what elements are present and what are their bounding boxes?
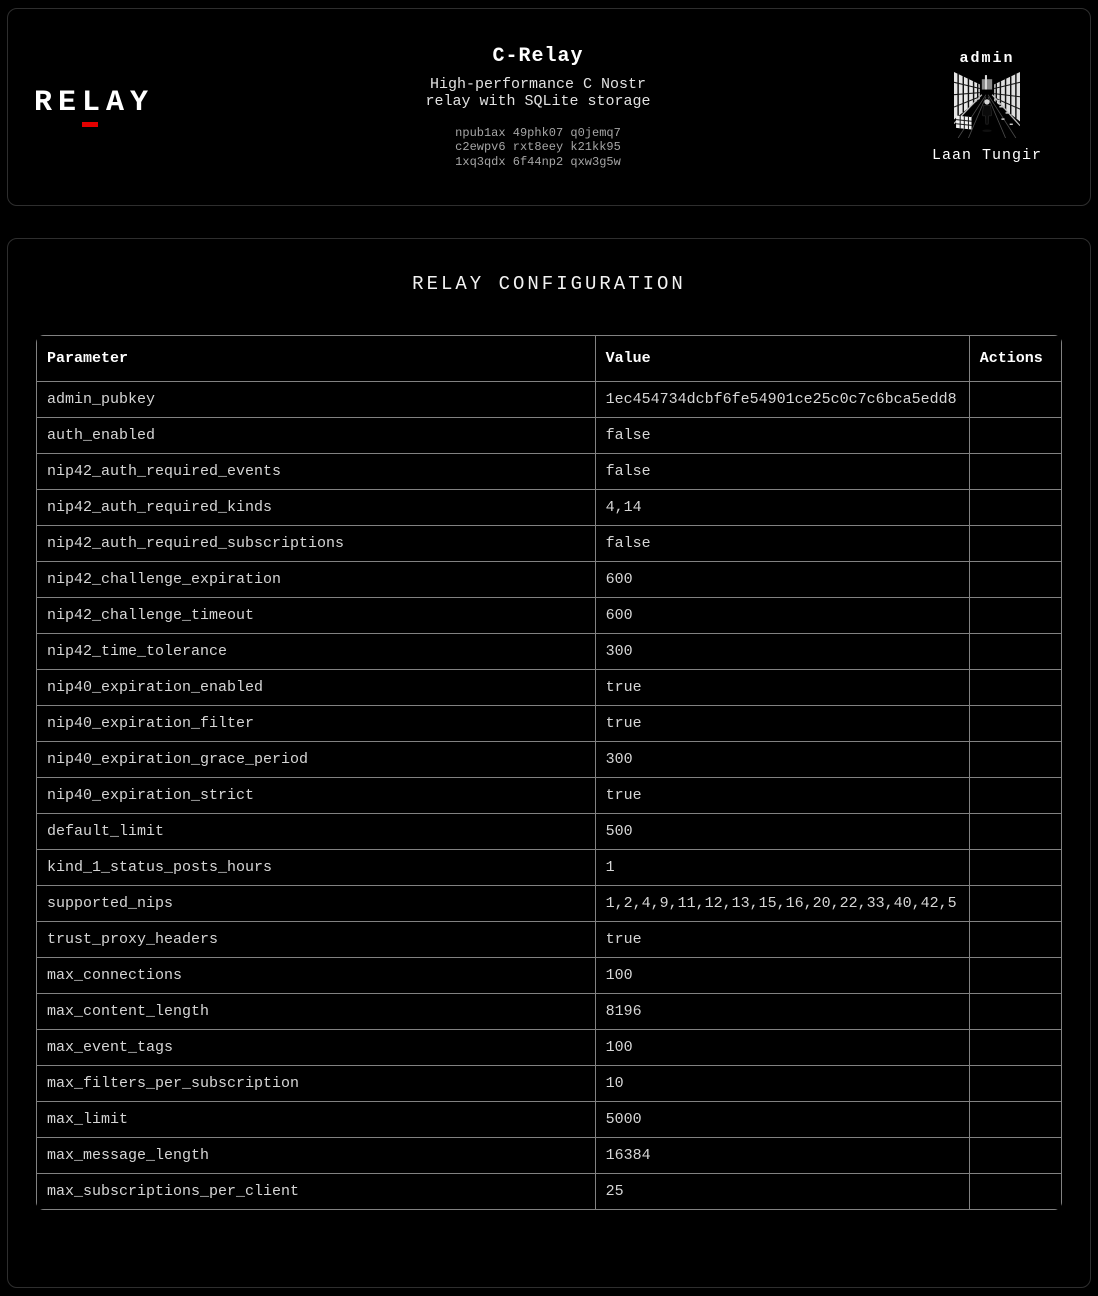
relay-logo-accent-bar: [82, 122, 98, 127]
actions-cell: [969, 670, 1061, 706]
value-cell: true: [595, 778, 969, 814]
actions-cell: [969, 1066, 1061, 1102]
actions-cell: [969, 778, 1061, 814]
table-row: [37, 598, 1062, 634]
param-cell: nip42_challenge_timeout: [37, 598, 596, 634]
value-cell: true: [595, 922, 969, 958]
value-cell: 100: [595, 958, 969, 994]
relay-title: C-Relay: [492, 44, 584, 68]
table-row: [37, 562, 1062, 598]
actions-cell: [969, 562, 1061, 598]
value-cell: 600: [595, 562, 969, 598]
actions-cell: [969, 1102, 1061, 1138]
table-row: [37, 1174, 1062, 1210]
value-cell: false: [595, 418, 969, 454]
value-cell: 500: [595, 814, 969, 850]
param-cell: max_subscriptions_per_client: [37, 1174, 596, 1210]
param-cell: max_limit: [37, 1102, 596, 1138]
param-cell: nip40_expiration_enabled: [37, 670, 596, 706]
admin-name: Laan Tungir: [931, 147, 1042, 164]
param-cell: supported_nips: [37, 886, 596, 922]
value-cell: 10: [595, 1066, 969, 1102]
table-header-row: [37, 336, 1062, 382]
relay-npub: [413, 126, 663, 170]
param-cell: nip40_expiration_strict: [37, 778, 596, 814]
value-cell: true: [595, 706, 969, 742]
actions-cell: [969, 598, 1061, 634]
actions-cell: [969, 1030, 1061, 1066]
param-cell: nip42_auth_required_kinds: [37, 490, 596, 526]
relay-logo: [34, 85, 413, 127]
table-row: [37, 526, 1062, 562]
col-header-parameter: Parameter: [37, 336, 596, 382]
param-cell: admin_pubkey: [37, 382, 596, 418]
actions-cell: [969, 1174, 1061, 1210]
table-row: [37, 454, 1062, 490]
header-right: [663, 50, 1064, 164]
param-cell: max_event_tags: [37, 1030, 596, 1066]
value-cell: 300: [595, 742, 969, 778]
relay-info: [413, 45, 663, 170]
relay-logo-text: RELAY: [34, 85, 155, 120]
table-row: [37, 850, 1062, 886]
param-cell: max_connections: [37, 958, 596, 994]
table-row: [37, 1138, 1062, 1174]
table-row: [37, 778, 1062, 814]
table-row: [37, 1066, 1062, 1102]
param-cell: max_filters_per_subscription: [37, 1066, 596, 1102]
admin-label: admin: [959, 50, 1015, 67]
value-cell: 300: [595, 634, 969, 670]
admin-avatar: [954, 72, 1020, 138]
admin-avatar-image: [954, 72, 1020, 138]
table-row: [37, 1030, 1062, 1066]
header-left: [34, 85, 413, 127]
param-cell: nip40_expiration_grace_period: [37, 742, 596, 778]
table-row: [37, 922, 1062, 958]
header: [7, 8, 1091, 206]
param-cell: nip42_auth_required_events: [37, 454, 596, 490]
actions-cell: [969, 382, 1061, 418]
table-row: [37, 634, 1062, 670]
table-row: [37, 1102, 1062, 1138]
config-parameters-table: [36, 335, 1062, 1210]
table-row: [37, 886, 1062, 922]
table-row: [37, 382, 1062, 418]
value-cell: false: [595, 454, 969, 490]
actions-cell: [969, 490, 1061, 526]
param-cell: nip42_time_tolerance: [37, 634, 596, 670]
param-cell: kind_1_status_posts_hours: [37, 850, 596, 886]
value-cell: 16384: [595, 1138, 969, 1174]
col-header-actions: Actions: [969, 336, 1061, 382]
actions-cell: [969, 958, 1061, 994]
actions-cell: [969, 526, 1061, 562]
param-cell: nip40_expiration_filter: [37, 706, 596, 742]
param-cell: nip42_challenge_expiration: [37, 562, 596, 598]
actions-cell: [969, 418, 1061, 454]
param-cell: auth_enabled: [37, 418, 596, 454]
actions-cell: [969, 922, 1061, 958]
actions-cell: [969, 886, 1061, 922]
param-cell: trust_proxy_headers: [37, 922, 596, 958]
value-cell: 1,2,4,9,11,12,13,15,16,20,22,33,40,42,5: [595, 886, 969, 922]
param-cell: default_limit: [37, 814, 596, 850]
param-cell: nip42_auth_required_subscriptions: [37, 526, 596, 562]
value-cell: 1: [595, 850, 969, 886]
npub-line: npub1ax 49phk07 q0jemq7: [455, 125, 621, 140]
config-table: [36, 335, 1062, 1210]
value-cell: 600: [595, 598, 969, 634]
npub-line: c2ewpv6 rxt8eey k21kk95: [455, 140, 621, 155]
value-cell: true: [595, 670, 969, 706]
table-row: [37, 418, 1062, 454]
actions-cell: [969, 742, 1061, 778]
value-cell: 5000: [595, 1102, 969, 1138]
table-row: [37, 994, 1062, 1030]
actions-cell: [969, 994, 1061, 1030]
table-row: [37, 706, 1062, 742]
table-row: [37, 814, 1062, 850]
value-cell: 100: [595, 1030, 969, 1066]
value-cell: 8196: [595, 994, 969, 1030]
table-row: [37, 490, 1062, 526]
actions-cell: [969, 706, 1061, 742]
actions-cell: [969, 850, 1061, 886]
value-cell: 1ec454734dcbf6fe54901ce25c0c7c6bca5edd8: [595, 382, 969, 418]
value-cell: false: [595, 526, 969, 562]
admin-profile: [932, 50, 1042, 164]
actions-cell: [969, 1138, 1061, 1174]
param-cell: max_message_length: [37, 1138, 596, 1174]
npub-line: 1xq3qdx 6f44np2 qxw3g5w: [455, 154, 621, 169]
config-title: RELAY CONFIGURATION: [412, 273, 686, 295]
param-cell: max_content_length: [37, 994, 596, 1030]
actions-cell: [969, 634, 1061, 670]
table-row: [37, 670, 1062, 706]
relay-configuration-section: [7, 238, 1091, 1288]
actions-cell: [969, 814, 1061, 850]
table-row: [37, 958, 1062, 994]
value-cell: 25: [595, 1174, 969, 1210]
actions-cell: [969, 454, 1061, 490]
table-row: [37, 742, 1062, 778]
value-cell: 4,14: [595, 490, 969, 526]
relay-subtitle: High-performance C Nostr relay with SQLite storage: [425, 75, 651, 110]
col-header-value: Value: [595, 336, 969, 382]
